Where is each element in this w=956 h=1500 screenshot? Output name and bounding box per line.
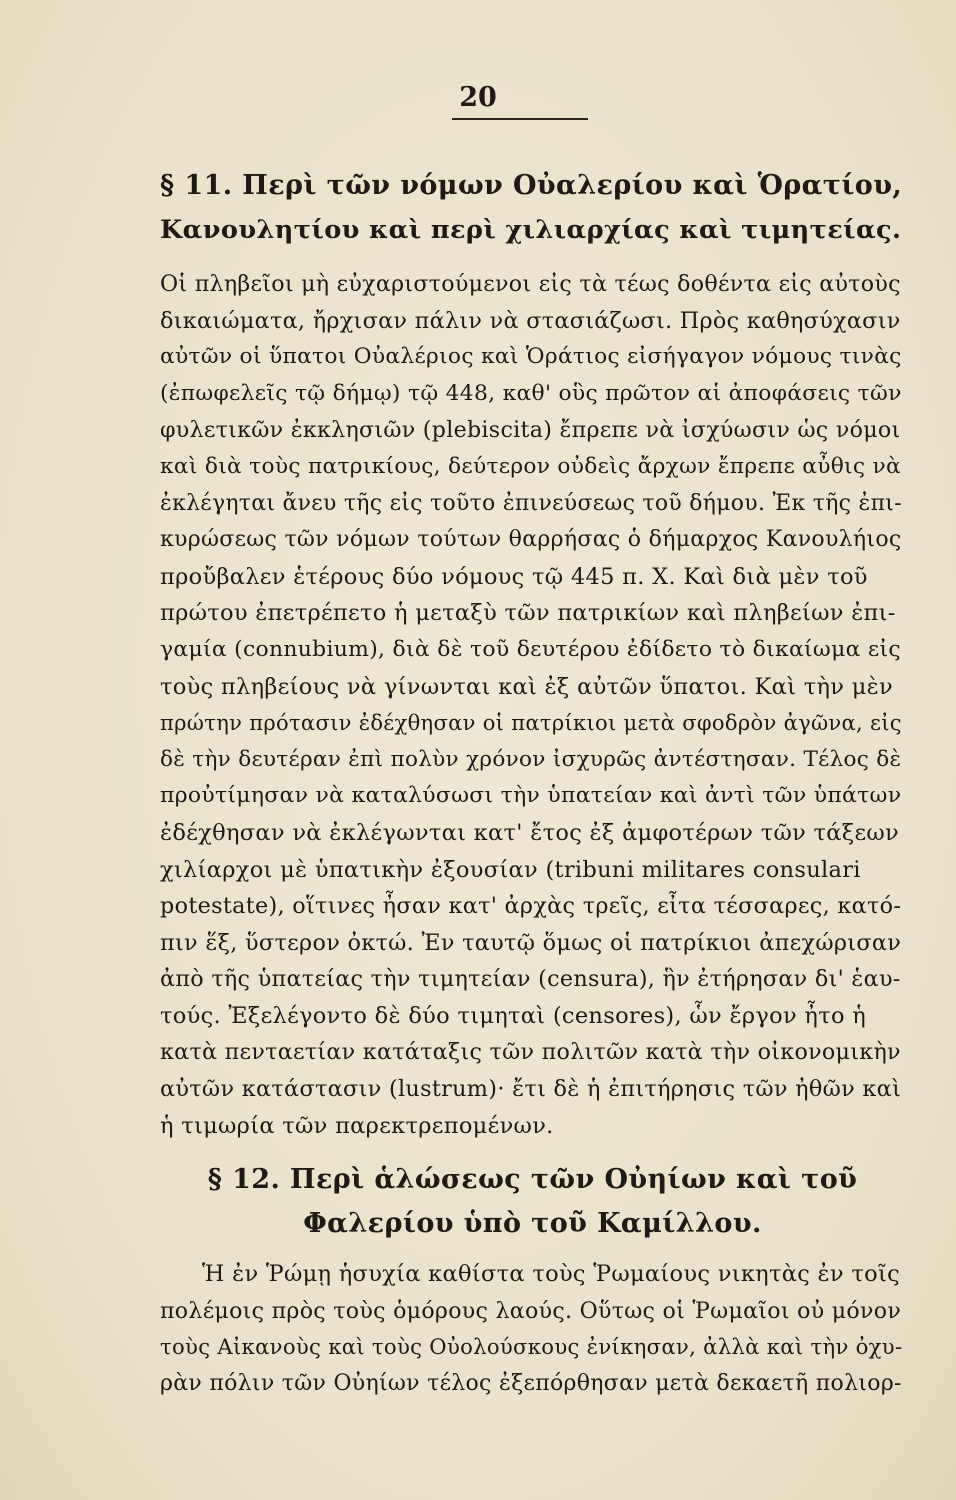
text-line: ἐδέχθησαν νὰ ἐκλέγωνται κατ' ἔτος ἐξ ἀμφοτέρων τῶν τάξεων	[160, 819, 900, 846]
heading-line: § 12. Περὶ ἁλώσεως τῶν Οὐηίων καὶ τοῦ	[207, 1164, 858, 1195]
section-11-heading	[160, 164, 905, 252]
text-line: πιν ἕξ, ὕστερον ὀκτώ. Ἐν ταυτῷ ὅμως οἱ πατρίκιοι ἀπεχώρισαν	[160, 929, 902, 956]
text-line: προὔβαλεν ἑτέρους δύο νόμους τῷ 445 π. Χ. Καὶ διὰ μὲν τοῦ	[160, 563, 868, 590]
text-line: potestate), οἵτινες ἦσαν κατ' ἀρχὰς τρεῖς, εἶτα τέσσαρες, κατό-	[160, 893, 902, 920]
text-line: χιλίαρχοι μὲ ὑπατικὴν ἐξουσίαν (tribuni militares consulari	[160, 856, 861, 883]
text-line: καὶ διὰ τοὺς πατρικίους, δεύτερον οὐδεὶς ἄρχων ἔπρεπε αὖθις νὰ	[160, 453, 901, 479]
heading-line: Φαλερίου ὑπὸ τοῦ Καμίλλου.	[303, 1208, 762, 1239]
section-11-body	[160, 266, 905, 1144]
text-line: πρώτου ἐπετρέπετο ἡ μεταξὺ τῶν πατρικίων καὶ πληβείων ἐπι-	[160, 600, 896, 627]
text-line: ρὰν πόλιν τῶν Οὐηίων τέλος ἐξεπόρθησαν μετὰ δεκαετῆ πολιορ-	[160, 1370, 902, 1396]
text-line: φυλετικῶν ἐκκλησιῶν (plebiscita) ἔπρεπε νὰ ἰσχύωσιν ὡς νόμοι	[160, 417, 901, 444]
text-line: Ἡ ἐν Ῥώμῃ ἡσυχία καθίστα τοὺς Ῥωμαίους νικητὰς ἐν τοῖς	[202, 1261, 900, 1287]
text-line: ἡ τιμωρία τῶν παρεκτρεπομένων.	[160, 1112, 554, 1139]
text-line: δικαιώματα, ἤρχισαν πάλιν νὰ στασιάζωσι. Πρὸς καθησύχασιν	[160, 307, 901, 334]
text-line: δὲ τὴν δευτέραν ἐπὶ πολὺν χρόνον ἰσχυρῶς ἀντέστησαν. Τέλος δὲ	[160, 746, 902, 772]
page-number: 20	[459, 82, 497, 113]
text-line: τοὺς Αἰκανοὺς καὶ τοὺς Οὐολούσκους ἐνίκησαν, ἀλλὰ καὶ τὴν ὀχυ-	[160, 1334, 903, 1360]
text-line: αὐτῶν κατάστασιν (lustrum)· ἔτι δὲ ἡ ἐπιτήρησις τῶν ἠθῶν καὶ	[160, 1076, 902, 1103]
text-line: κατὰ πενταετίαν κατάταξις τῶν πολιτῶν κατὰ τὴν οἰκονομικὴν	[160, 1039, 901, 1066]
text-line: ἀπὸ τῆς ὑπατείας τὴν τιμητείαν (censura), ἣν ἐτήρησαν δι' ἑαυ-	[160, 966, 901, 993]
text-line: Οἱ πληβεῖοι μὴ εὐχαριστούμενοι εἰς τὰ τέως δοθέντα εἰς αὐτοὺς	[160, 271, 901, 297]
text-line: πολέμοις πρὸς τοὺς ὁμόρους λαούς. Οὕτως οἱ Ῥωμαῖοι οὐ μόνον	[160, 1297, 902, 1324]
text-line: αὐτῶν οἱ ὕπατοι Οὐαλέριος καὶ Ὁράτιος εἰσήγαγον νόμους τινὰς	[160, 344, 902, 370]
heading-line: § 11. Περὶ τῶν νόμων Οὐαλερίου καὶ Ὁρατίου,	[160, 170, 903, 201]
text-line: τούς. Ἐξελέγοντο δὲ δύο τιμηταὶ (censores), ὧν ἔργον ἦτο ἡ	[160, 1002, 867, 1029]
header-rule	[452, 118, 588, 120]
section-12-heading	[160, 1158, 905, 1246]
section-12-body	[160, 1256, 905, 1402]
text-line: πρώτην πρότασιν ἐδέχθησαν οἱ πατρίκιοι μετὰ σφοδρὸν ἀγῶνα, εἰς	[160, 710, 902, 736]
text-line: (ἐπωφελεῖς τῷ δήμῳ) τῷ 448, καθ' οὓς πρῶτον αἱ ἀποφάσεις τῶν	[160, 380, 902, 406]
text-line: ἐκλέγηται ἄνευ τῆς εἰς τοῦτο ἐπινεύσεως τοῦ δήμου. Ἐκ τῆς ἐπι-	[160, 490, 902, 516]
text-line: κυρώσεως τῶν νόμων τούτων θαρρήσας ὁ δήμαρχος Κανουλήιος	[160, 527, 902, 553]
heading-line: Κανουλητίου καὶ περὶ χιλιαρχίας καὶ τιμητείας.	[160, 215, 902, 245]
text-line: προὐτίμησαν νὰ καταλύσωσι τὴν ὑπατείαν καὶ ἀντὶ τῶν ὑπάτων	[160, 783, 902, 809]
text-line: γαμία (connubium), διὰ δὲ τοῦ δευτέρου ἐδίδετο τὸ δικαίωμα εἰς	[160, 636, 901, 662]
text-line: τοὺς πληβείους νὰ γίνωνται καὶ ἐξ αὐτῶν ὕπατοι. Καὶ τὴν μὲν	[160, 673, 893, 700]
